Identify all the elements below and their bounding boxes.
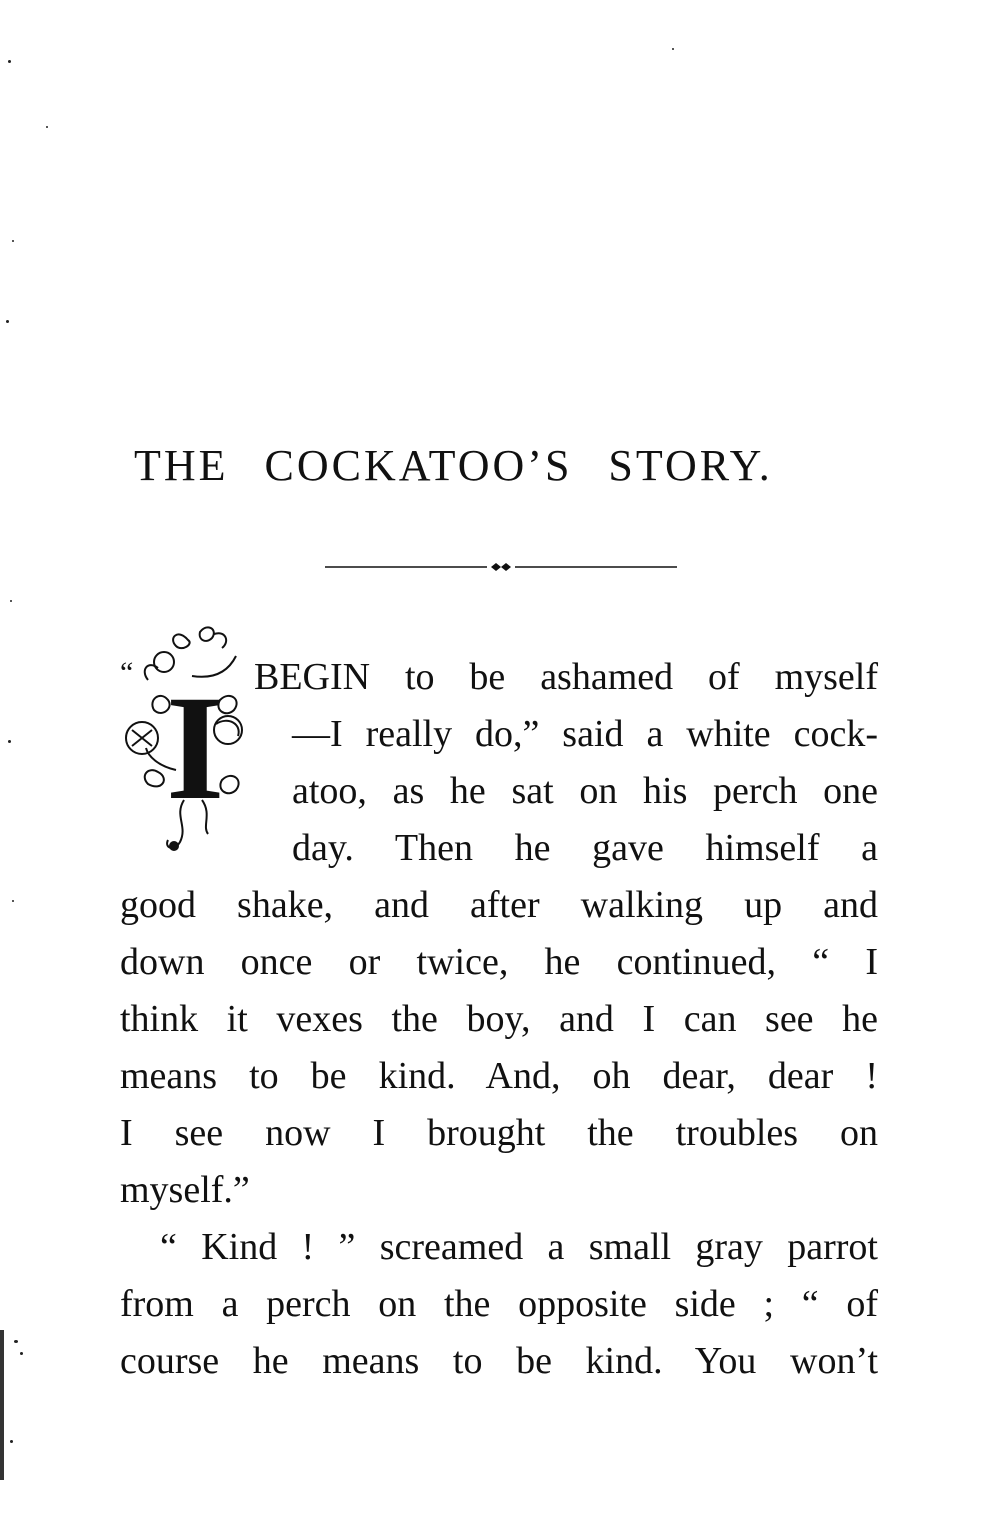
scan-speck <box>20 1352 23 1355</box>
scan-speck <box>8 740 11 743</box>
scan-speck <box>8 60 11 63</box>
body-line: “ Kind ! ” screamed a small gray parrot <box>160 1226 878 1268</box>
drop-cap-quote: “ <box>120 656 134 689</box>
body-line: course he means to be kind. You won’t <box>120 1340 878 1382</box>
body-line: —I really do,” said a white cock- <box>292 713 878 755</box>
scan-speck <box>10 600 12 602</box>
scan-speck <box>10 1440 13 1443</box>
scan-speck <box>14 1340 18 1343</box>
body-line: BEGIN to be ashamed of myself <box>254 656 878 698</box>
body-line: means to be kind. And, oh dear, dear ! <box>120 1055 878 1097</box>
body-line: good shake, and after walking up and <box>120 884 878 926</box>
drop-cap-letter: I <box>166 665 225 831</box>
body-line: from a perch on the opposite side ; “ of <box>120 1283 878 1325</box>
scan-speck <box>12 240 14 242</box>
body-line: down once or twice, he continued, “ I <box>120 941 878 983</box>
decorated-drop-cap <box>118 620 258 870</box>
chapter-title: THE COCKATOO’S STORY. <box>134 441 773 490</box>
scan-speck <box>6 320 9 323</box>
body-line: day. Then he gave himself a <box>292 827 878 869</box>
ornamental-divider <box>325 560 677 574</box>
body-line: myself.” <box>120 1169 250 1211</box>
scan-speck <box>672 48 674 50</box>
body-line: think it vexes the boy, and I can see he <box>120 998 878 1040</box>
body-line: atoo, as he sat on his perch one <box>292 770 878 812</box>
body-line: I see now I brought the troubles on <box>120 1112 878 1154</box>
scan-edge-mark <box>0 1330 4 1480</box>
scan-speck <box>12 900 14 902</box>
scan-speck <box>46 126 48 128</box>
